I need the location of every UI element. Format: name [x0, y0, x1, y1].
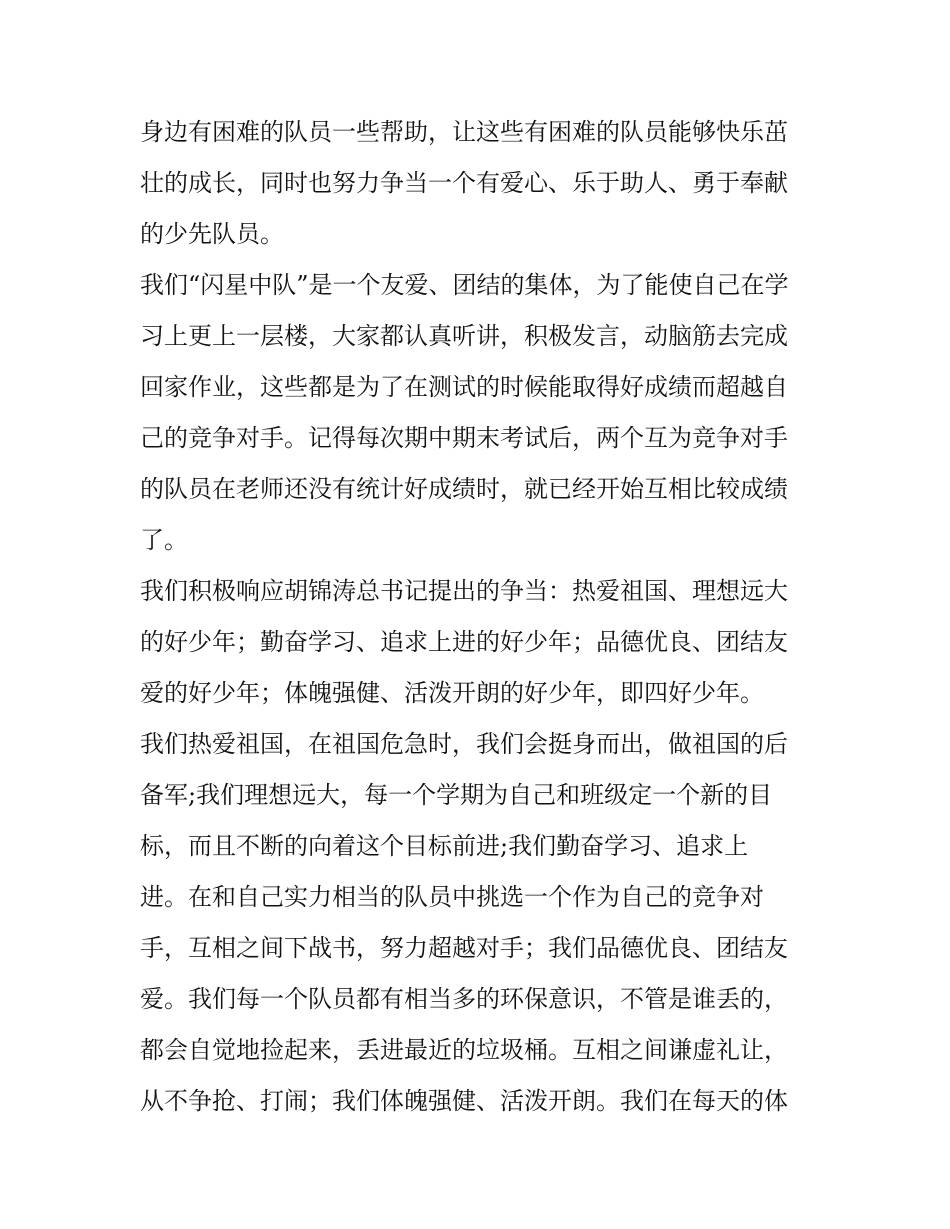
- text-line: 的少先队员。: [140, 220, 284, 248]
- text-line: 爱的好少年；体魄强健、活泼开朗的好少年，即四好少年。: [140, 679, 764, 707]
- text-line: 我们“闪星中队”是一个友爱、团结的集体，为了能使自己在学: [140, 271, 789, 299]
- text-line: 己的竞争对手。记得每次期中期末考试后，两个互为竞争对手: [140, 424, 788, 452]
- text-line: 从不争抢、打闹；我们体魄强健、活泼开朗。我们在每天的体: [140, 1087, 788, 1115]
- text-line: 的好少年；勤奋学习、追求上进的好少年；品德优良、团结友: [140, 628, 788, 656]
- text-line: 爱。我们每一个队员都有相当多的环保意识，不管是谁丢的，: [140, 985, 788, 1013]
- document-body: [140, 107, 820, 1127]
- text-line: 回家作业，这些都是为了在测试的时候能取得好成绩而超越自: [140, 373, 788, 401]
- text-line: 都会自觉地捡起来，丢进最近的垃圾桶。互相之间谦虚礼让，: [140, 1036, 788, 1064]
- text-line: 备军;我们理想远大，每一个学期为自己和班级定一个新的目: [140, 781, 773, 809]
- text-line: 的队员在老师还没有统计好成绩时，就已经开始互相比较成绩: [140, 475, 788, 503]
- text-line: 手，互相之间下战书，努力超越对手；我们品德优良、团结友: [140, 934, 788, 962]
- text-line: 标，而且不断的向着这个目标前进;我们勤奋学习、追求上: [140, 832, 749, 860]
- text-line: 习上更上一层楼，大家都认真听讲，积极发言，动脑筋去完成: [140, 322, 788, 350]
- text-line: 进。在和自己实力相当的队员中挑选一个作为自己的竞争对: [140, 883, 764, 911]
- text-line: 身边有困难的队员一些帮助，让这些有困难的队员能够快乐茁: [140, 118, 788, 146]
- text-line: 我们积极响应胡锦涛总书记提出的争当：热爱祖国、理想远大: [140, 577, 788, 605]
- text-line: 了。: [140, 526, 188, 554]
- text-line: 我们热爱祖国，在祖国危急时，我们会挺身而出，做祖国的后: [140, 730, 788, 758]
- text-line: 壮的成长，同时也努力争当一个有爱心、乐于助人、勇于奉献: [140, 169, 788, 197]
